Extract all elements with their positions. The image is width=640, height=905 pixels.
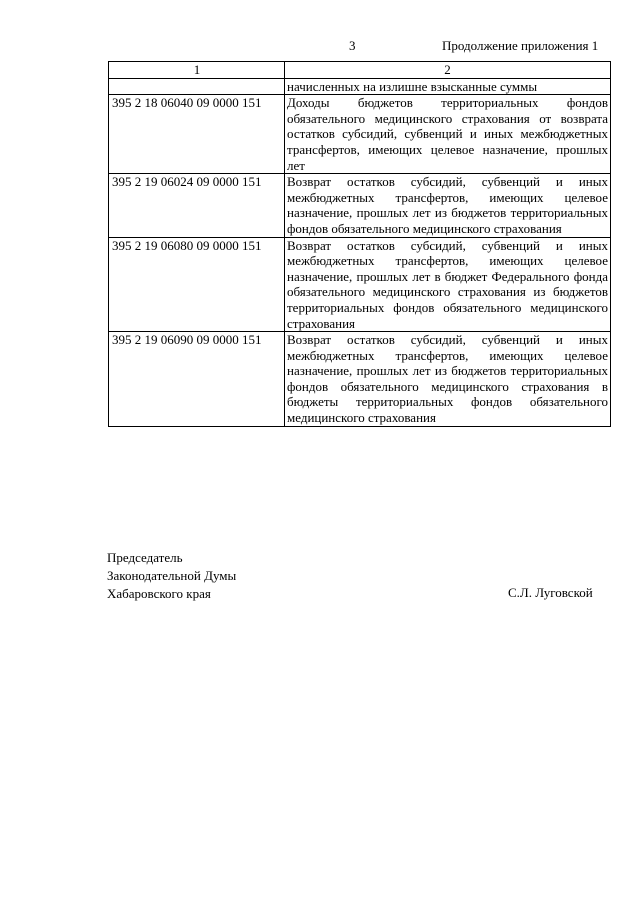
row-description: Возврат остатков субсидий, субвенций и иных межбюджетных трансфертов, имеющих целевое назначение, прошлых лет из бюджетов территориальных фондов обязательного медицинского страхования	[285, 174, 611, 237]
row-code: 395 2 19 06080 09 0000 151	[109, 237, 285, 332]
codes-table	[108, 61, 611, 427]
row-code: 395 2 19 06090 09 0000 151	[109, 332, 285, 427]
column-header-2: 2	[285, 62, 611, 79]
signature-title-line-1: Председатель	[107, 550, 183, 565]
table-row	[109, 78, 611, 95]
row-description: Возврат остатков субсидий, субвенций и иных межбюджетных трансфертов, имеющих целевое назначение, прошлых лет в бюджет Федерального фонда обязательного медицинского страхования из бюджетов территориальных фондов обязательного медицинского страхования	[285, 237, 611, 332]
row-code: 395 2 19 06024 09 0000 151	[109, 174, 285, 237]
signature-title-line-2: Законодательной Думы	[107, 568, 237, 583]
signer-name: С.Л. Луговской	[508, 585, 593, 600]
row-description: Доходы бюджетов территориальных фондов обязательного медицинского страхования от возврата остатков субсидий, субвенций и иных межбюджетных трансфертов, имеющих целевое назначение, прошлых лет	[285, 95, 611, 174]
signature-block	[107, 549, 236, 603]
table-row	[109, 174, 611, 237]
continuation-label: Продолжение приложения 1	[442, 38, 599, 53]
row-code: 395 2 18 06040 09 0000 151	[109, 95, 285, 174]
column-header-1: 1	[109, 62, 285, 79]
signature-title-line-3: Хабаровского края	[107, 586, 211, 601]
page-number: 3	[349, 38, 356, 53]
table-row	[109, 332, 611, 427]
table-row	[109, 95, 611, 174]
table-row	[109, 237, 611, 332]
row-code	[109, 78, 285, 95]
table-header-row	[109, 62, 611, 79]
row-description: начисленных на излишне взысканные суммы	[285, 78, 611, 95]
row-description: Возврат остатков субсидий, субвенций и иных межбюджетных трансфертов, имеющих целевое назначение, прошлых лет из бюджетов территориальных фондов обязательного медицинского страхования в бюджеты территориальных фондов обязательного медицинского страхования	[285, 332, 611, 427]
